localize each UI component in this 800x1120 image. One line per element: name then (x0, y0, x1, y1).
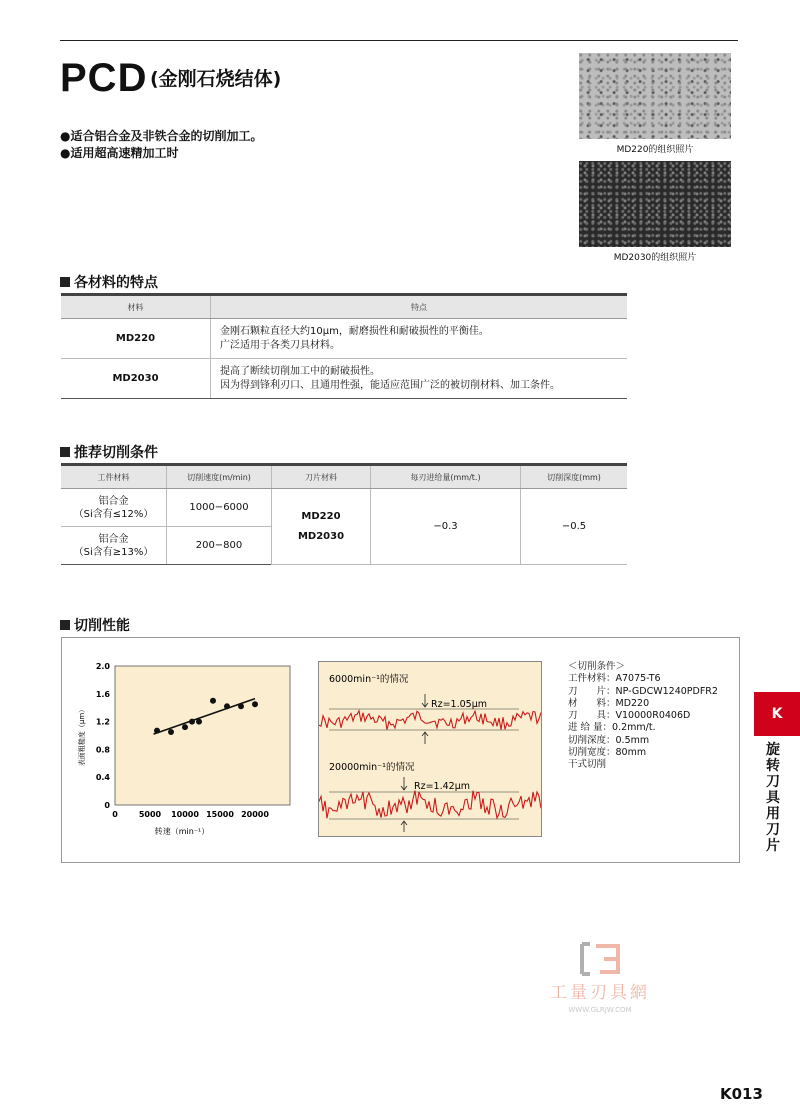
data-point (196, 719, 202, 725)
bullet-2: ●适用超高速精加工时 (60, 146, 179, 160)
work-cell (61, 489, 167, 527)
speed-cell: 1000−6000 (167, 489, 272, 527)
y-tick-label: 0.8 (95, 745, 110, 755)
graph2-rz: Rz=1.42μm (414, 781, 470, 792)
condition-line: 工件材料：A7075-T6 (568, 673, 661, 685)
table-header-row (61, 295, 627, 319)
page-subtitle: (金刚石烧结体) (150, 68, 282, 90)
col-header-blade: 刀片材料 (272, 465, 371, 489)
watermark-text: 工量刃具網 (550, 983, 650, 1003)
top-rule (60, 40, 738, 41)
col-header-material: 材料 (61, 295, 211, 319)
conditions-table (61, 463, 627, 565)
graph1-label: 6000min⁻¹的情况 (329, 674, 409, 685)
data-point (182, 724, 188, 730)
md220-caption: MD220的组织照片 (616, 145, 694, 155)
x-axis-label: 转速（min⁻¹） (154, 827, 210, 836)
roughness-profile-svg (319, 662, 541, 836)
x-tick-label: 10000 (171, 810, 199, 819)
bullet-1: ●适合铝合金及非铁合金的切削加工。 (60, 129, 263, 143)
col-header-depth: 切削深度(mm) (521, 465, 628, 489)
chart-plot-area (115, 666, 290, 805)
graph1-profile (319, 711, 541, 730)
table-row (61, 489, 627, 527)
x-tick-label: 0 (112, 810, 118, 819)
md220-micrograph (579, 53, 731, 139)
feature-line: 广泛适用于各类刀具材料。 (220, 339, 340, 351)
blade-line: MD2030 (297, 530, 345, 542)
cutting-conditions-note (568, 661, 718, 772)
materials-table (61, 293, 627, 399)
data-point (238, 703, 244, 709)
speed-cell: 200−800 (167, 527, 272, 565)
graph1-arrow-down-icon (422, 694, 428, 707)
materials-section-title: 各材料的特点 (60, 274, 158, 292)
data-point (154, 728, 160, 734)
graph1-rz: Rz=1.05μm (431, 699, 487, 710)
feature-line: 提高了断续切削加工中的耐破损性。 (220, 365, 380, 377)
graph1-arrow-up-icon (422, 732, 428, 744)
data-point (168, 729, 174, 735)
y-axis-label: 表面粗糙度（μm） (78, 705, 86, 767)
condition-line: 刀 具：V10000R0406D (568, 710, 691, 722)
work-line: （Si含有≤12%） (73, 508, 154, 520)
work-line: （Si含有≥13%） (73, 546, 154, 558)
y-tick-label: 2.0 (95, 662, 110, 671)
condition-line: 材 料：MD220 (568, 697, 650, 709)
blade-line: MD220 (301, 510, 341, 522)
watermark-url: WWW.GLRJW.COM (568, 1006, 632, 1014)
material-cell: MD2030 (61, 359, 211, 399)
feature-line: 金刚石颗粒直径大约10μm，耐磨损性和耐破损性的平衡佳。 (220, 325, 489, 337)
table-row (61, 359, 627, 399)
table-header-row (61, 465, 627, 489)
col-header-feed: 每刃进给量(mm/t.) (371, 465, 521, 489)
feed-cell: −0.3 (371, 489, 521, 565)
section-square-icon (60, 277, 70, 287)
condition-line: 进 给 量：0.2mm/t. (568, 722, 656, 734)
side-tab-text: 旋 转 刀 具 用 刀 片 (766, 742, 780, 854)
depth-cell: −0.5 (521, 489, 628, 565)
data-point (189, 719, 195, 725)
x-tick-label: 20000 (241, 810, 269, 819)
col-header-speed: 切削速度(m/min) (167, 465, 272, 489)
graph2-arrow-down-icon (401, 777, 407, 790)
graph2-profile (319, 791, 541, 819)
data-point (224, 703, 230, 709)
feature-cell (211, 319, 628, 359)
roughness-profile-box (318, 661, 542, 837)
work-line: 铝合金 (98, 533, 129, 545)
condition-line: 切削深度：0.5mm (568, 734, 650, 746)
x-tick-label: 15000 (206, 810, 234, 819)
section-square-icon (60, 620, 70, 630)
y-tick-label: 1.6 (95, 689, 110, 699)
feature-line: 因为得到锋利刃口、且通用性强，能适应范围广泛的被切削材料、加工条件。 (220, 379, 560, 391)
data-point (210, 698, 216, 704)
section-square-icon (60, 447, 70, 457)
work-line: 铝合金 (98, 495, 129, 507)
condition-line: 干式切削 (568, 759, 607, 771)
condition-line: 刀 片：NP-GDCW1240PDFR2 (568, 685, 718, 697)
md2030-micrograph (579, 161, 731, 247)
data-point (252, 701, 258, 707)
md2030-caption: MD2030的组织照片 (613, 253, 697, 263)
y-tick-label: 1.2 (95, 717, 110, 727)
y-tick-label: 0.4 (95, 773, 110, 783)
condition-line: 切削宽度：80mm (568, 747, 647, 759)
table-row (61, 319, 627, 359)
feature-cell (211, 359, 628, 399)
conditions-section-title: 推荐切削条件 (60, 444, 158, 462)
graph2-arrow-up-icon (401, 821, 407, 832)
section-tab-k: K (754, 692, 800, 736)
graph2-label: 20000min⁻¹的情况 (329, 762, 415, 773)
col-header-work: 工件材料 (61, 465, 167, 489)
page-title: PCD (60, 56, 148, 100)
col-header-feature: 特点 (211, 295, 628, 319)
work-cell (61, 527, 167, 565)
y-tick-label: 0 (104, 801, 110, 810)
performance-section-title: 切削性能 (60, 617, 130, 635)
watermark (520, 940, 680, 1024)
conditions-note-title: ＜切削条件＞ (568, 661, 626, 672)
roughness-chart (70, 652, 300, 842)
watermark-logo-icon (520, 940, 680, 1020)
page-number: K013 (720, 1085, 763, 1103)
material-cell: MD220 (61, 319, 211, 359)
x-tick-label: 5000 (138, 810, 162, 819)
blade-cell (272, 489, 371, 565)
